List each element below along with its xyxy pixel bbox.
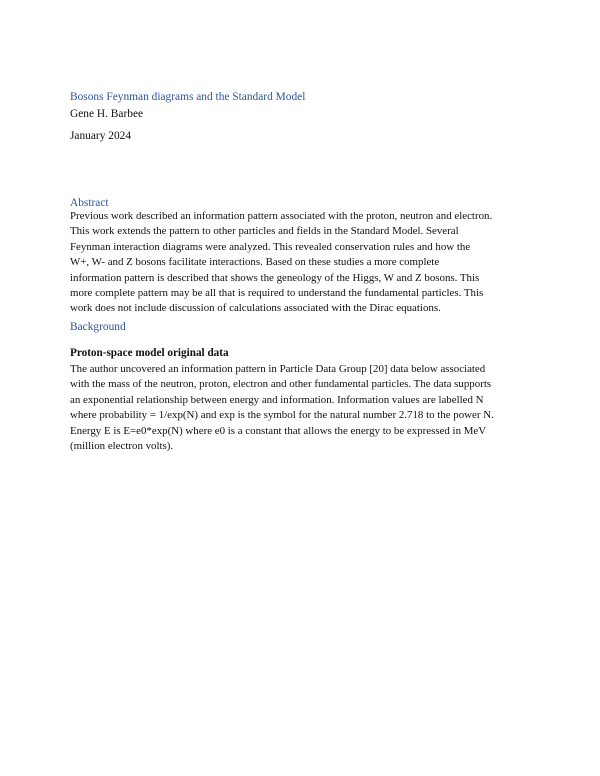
document-date: January 2024 <box>70 130 132 142</box>
date-block <box>70 129 540 143</box>
background-line: an exponential relationship between energy and information. Information values are labelled N <box>70 393 484 406</box>
author-name: Gene H. Barbee <box>70 108 144 120</box>
abstract-line: W+, W- and Z bosons facilitate interactions. Based on these studies a more complete <box>70 256 440 269</box>
background-section <box>70 320 540 454</box>
abstract-line: information pattern is described that shows the geneology of the Higgs, W and Z bosons. This <box>70 271 480 284</box>
abstract-line: Previous work described an information pattern associated with the proton, neutron and electron. <box>70 210 493 222</box>
abstract-line: work does not include discussion of calculations associated with the Dirac equations. <box>70 302 441 315</box>
abstract-line: This work extends the pattern to other particles and fields in the Standard Model. Several <box>70 225 459 238</box>
background-paragraph <box>70 362 540 454</box>
background-line: (million electron volts). <box>70 440 174 453</box>
document-title: Bosons Feynman diagrams and the Standard Model <box>70 91 306 103</box>
background-heading: Background <box>70 321 126 333</box>
abstract-section <box>70 196 540 317</box>
abstract-paragraph <box>70 209 540 317</box>
title-block <box>70 90 540 121</box>
background-line: Energy E is E=e0*exp(N) where e0 is a constant that allows the energy to be expressed in MeV <box>70 424 487 437</box>
abstract-heading: Abstract <box>70 197 109 209</box>
background-line: with the mass of the neutron, proton, electron and other fundamental particles. The data supports <box>70 378 492 391</box>
abstract-line: Feynman interaction diagrams were analyzed. This revealed conservation rules and how the <box>70 240 471 253</box>
abstract-line: more complete pattern may be all that is required to understand the fundamental particles. This <box>70 287 484 300</box>
background-line: The author uncovered an information pattern in Particle Data Group [20] data below associated <box>70 363 486 375</box>
background-subheading: Proton-space model original data <box>70 347 229 359</box>
background-line: where probability = 1/exp(N) and exp is the symbol for the natural number 2.718 to the power N. <box>70 409 494 422</box>
